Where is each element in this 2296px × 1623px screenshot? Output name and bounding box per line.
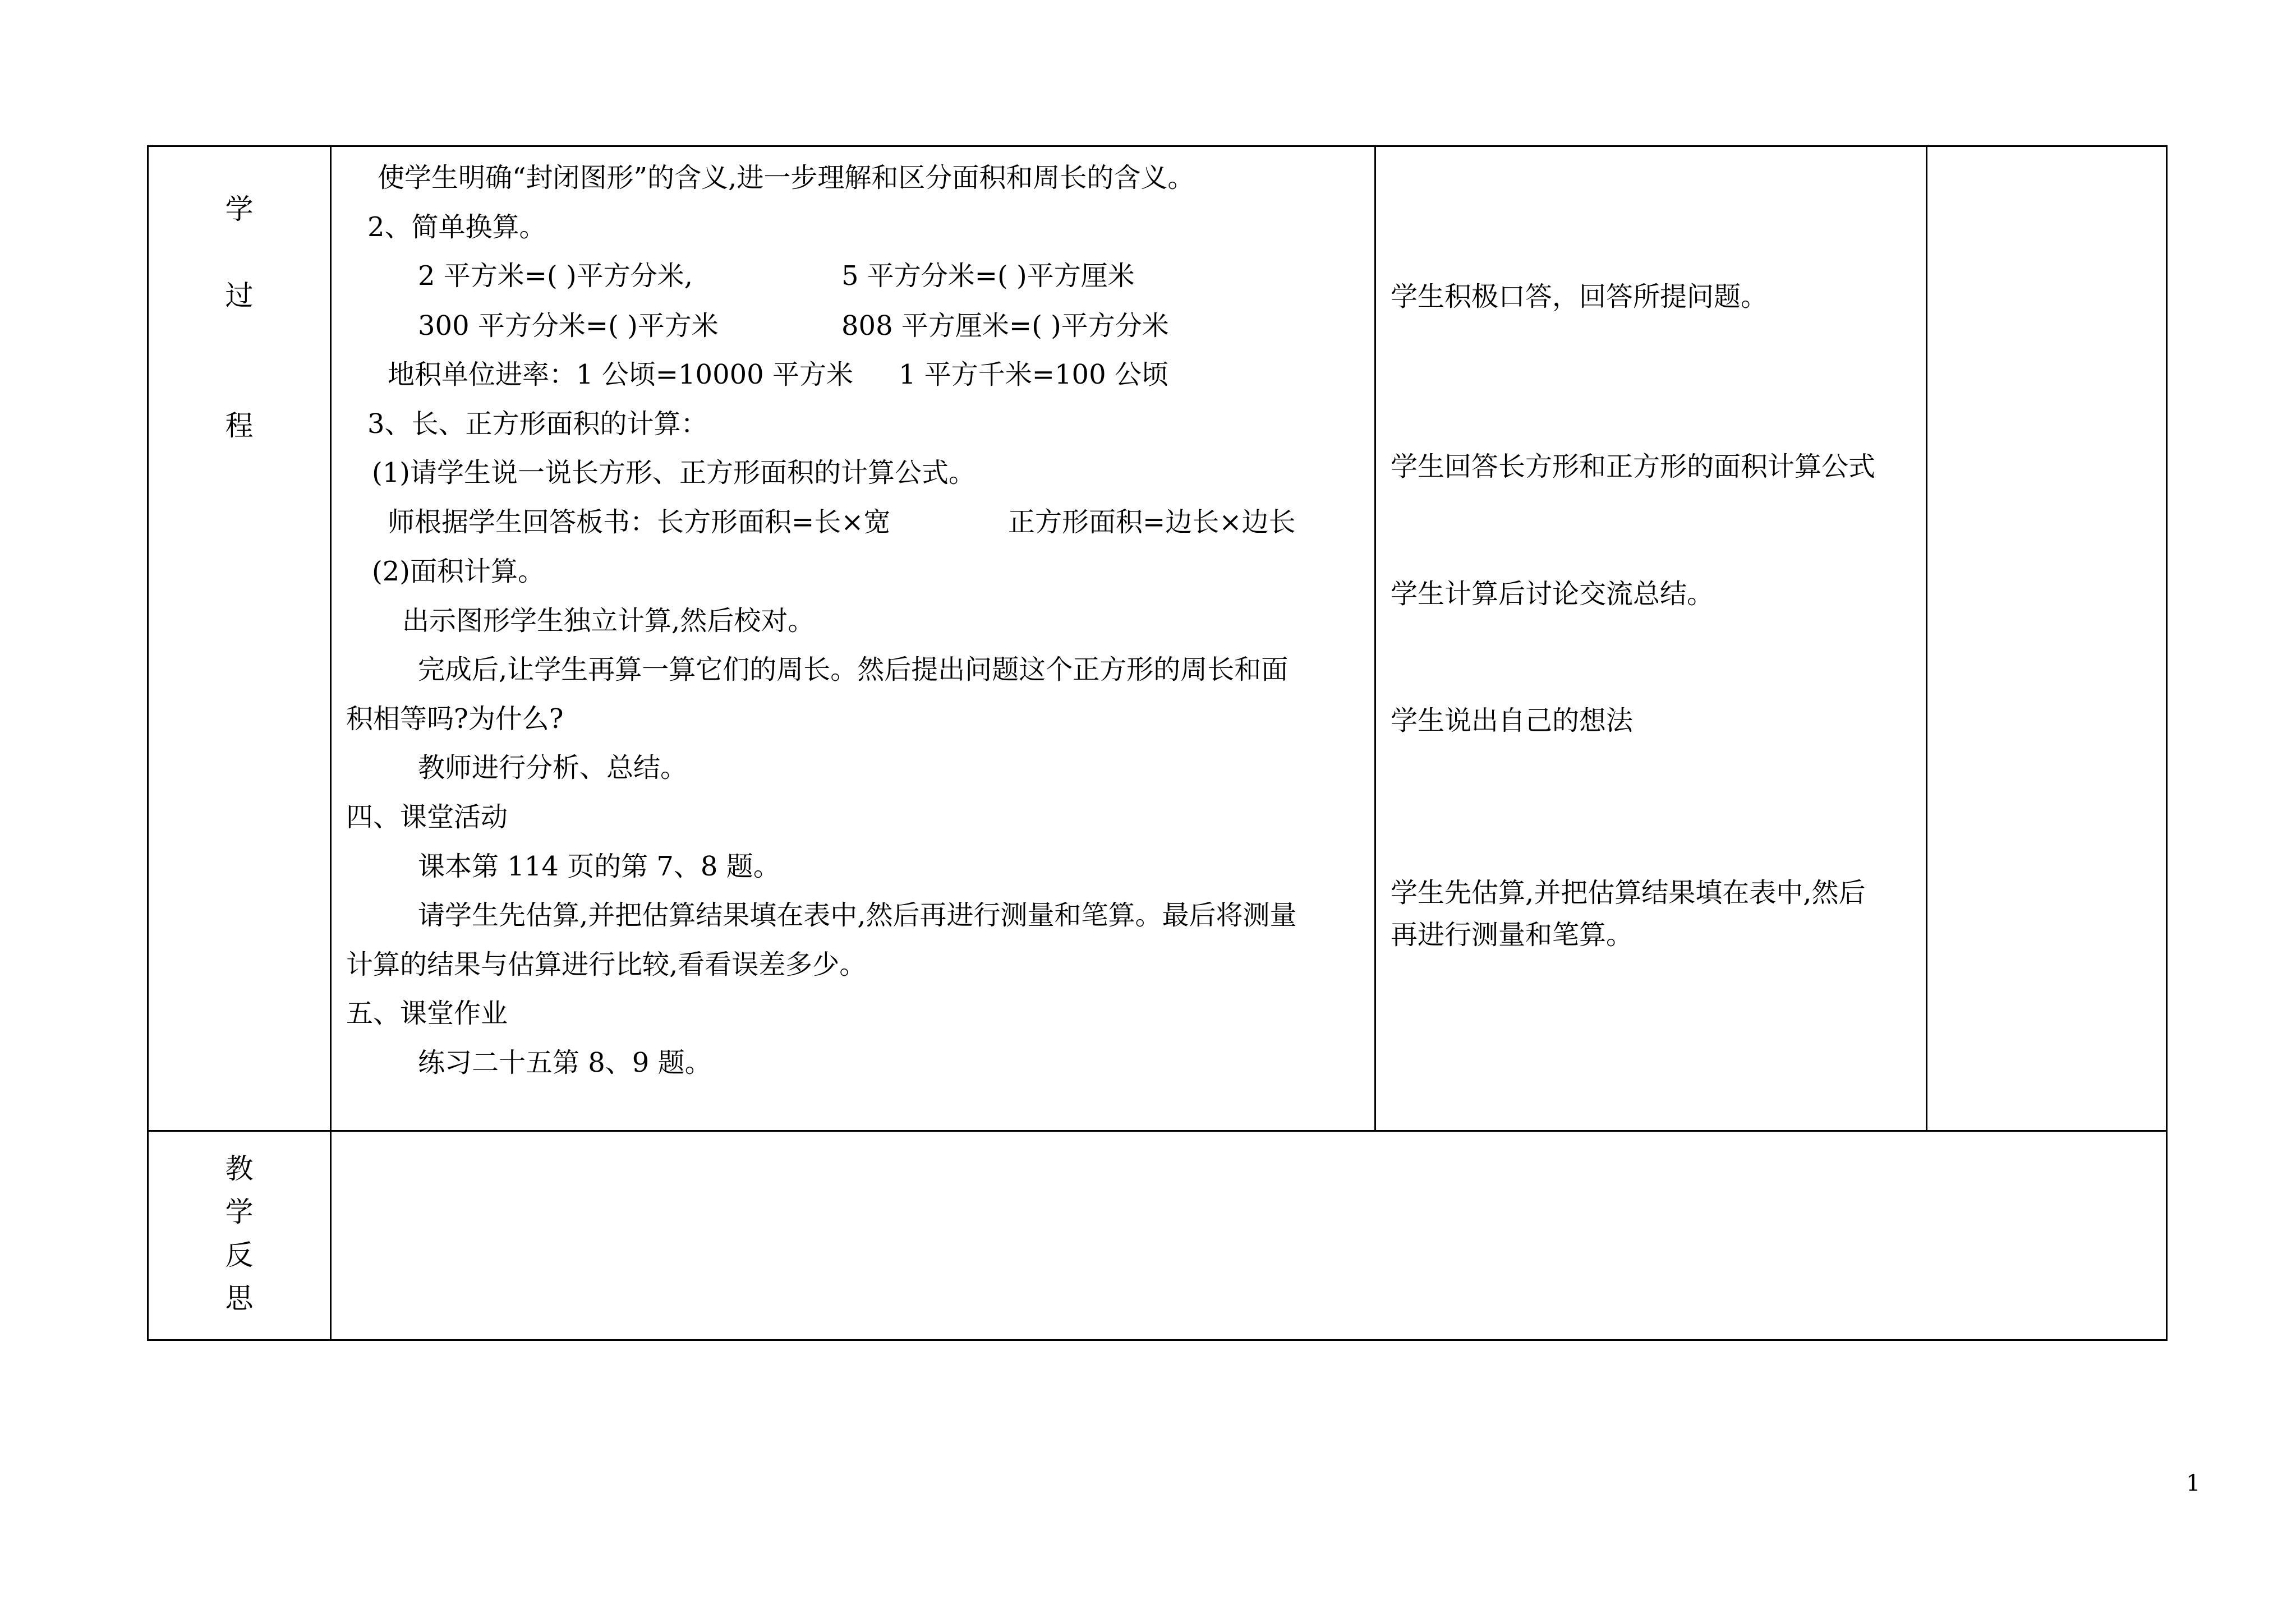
teacher-line: 计算的结果与估算进行比较,看看误差多少。: [346, 949, 867, 980]
process-label-char: 过: [225, 279, 254, 312]
teacher-line: 师根据学生回答板书：长方形面积=长×宽: [388, 506, 891, 538]
teacher-line: 完成后,让学生再算一算它们的周长。然后提出问题这个正方形的周长和面: [418, 654, 1289, 685]
teacher-line: 请学生先估算,并把估算结果填在表中,然后再进行测量和笔算。最后将测量: [418, 900, 1297, 931]
student-line: 学生先估算,并把估算结果填在表中,然后: [1391, 877, 1866, 909]
teacher-line: 五、课堂作业: [346, 998, 508, 1029]
teacher-line: (1)请学生说一说长方形、正方形面积的计算公式。: [372, 457, 976, 488]
process-row: [148, 146, 2167, 1131]
reflection-row: [148, 1131, 2167, 1340]
teacher-line: 300 平方分米=( )平方米: [418, 310, 719, 342]
teacher-line: 2 平方米=( )平方分米,: [418, 260, 693, 292]
teacher-activity-cell: [331, 146, 1375, 1131]
process-label-cell: [148, 146, 331, 1131]
reflection-label-cell: [148, 1131, 331, 1340]
teacher-line: 5 平方分米=( )平方厘米: [841, 260, 1135, 292]
teacher-line: (2)面积计算。: [372, 556, 545, 587]
student-line: 学生积极口答，回答所提问题。: [1391, 281, 1768, 312]
reflection-label-char: 反: [225, 1239, 254, 1271]
teacher-line: 积相等吗?为什么?: [346, 703, 564, 735]
student-line: 再进行测量和笔算。: [1391, 919, 1634, 951]
reflection-label-char: 教: [225, 1152, 254, 1185]
process-label-char: 程: [225, 409, 254, 442]
reflection-content-cell: [331, 1131, 2167, 1340]
teacher-line: 1 平方千米=100 公顷: [899, 359, 1168, 390]
page-number: 1: [2186, 1470, 2201, 1496]
reflection-label-char: 学: [225, 1196, 254, 1228]
student-line: 学生说出自己的想法: [1391, 705, 1634, 736]
teacher-line: 正方形面积=边长×边长: [1008, 506, 1296, 538]
teacher-line: 教师进行分析、总结。: [418, 752, 688, 783]
teacher-line: 地积单位进率：1 公顷=10000 平方米: [388, 359, 853, 390]
teacher-line: 出示图形学生独立计算,然后校对。: [402, 605, 815, 637]
teacher-line: 使学生明确“封闭图形”的含义,进一步理解和区分面积和周长的含义。: [378, 162, 1195, 193]
student-activity-cell: [1375, 146, 1927, 1131]
teacher-line: 四、课堂活动: [346, 801, 508, 833]
teacher-line: 3、长、正方形面积的计算：: [367, 408, 708, 440]
lesson-plan-table: [147, 145, 2168, 1341]
teacher-line: 练习二十五第 8、9 题。: [418, 1047, 712, 1078]
notes-cell: [1927, 146, 2167, 1131]
teacher-line: 课本第 114 页的第 7、8 题。: [418, 851, 780, 882]
process-label-char: 学: [225, 193, 254, 225]
teacher-line: 808 平方厘米=( )平方分米: [841, 310, 1169, 342]
teacher-line: 2、简单换算。: [367, 211, 546, 243]
reflection-label-char: 思: [225, 1282, 254, 1315]
student-line: 学生计算后讨论交流总结。: [1391, 578, 1714, 610]
student-line: 学生回答长方形和正方形的面积计算公式: [1391, 451, 1876, 482]
